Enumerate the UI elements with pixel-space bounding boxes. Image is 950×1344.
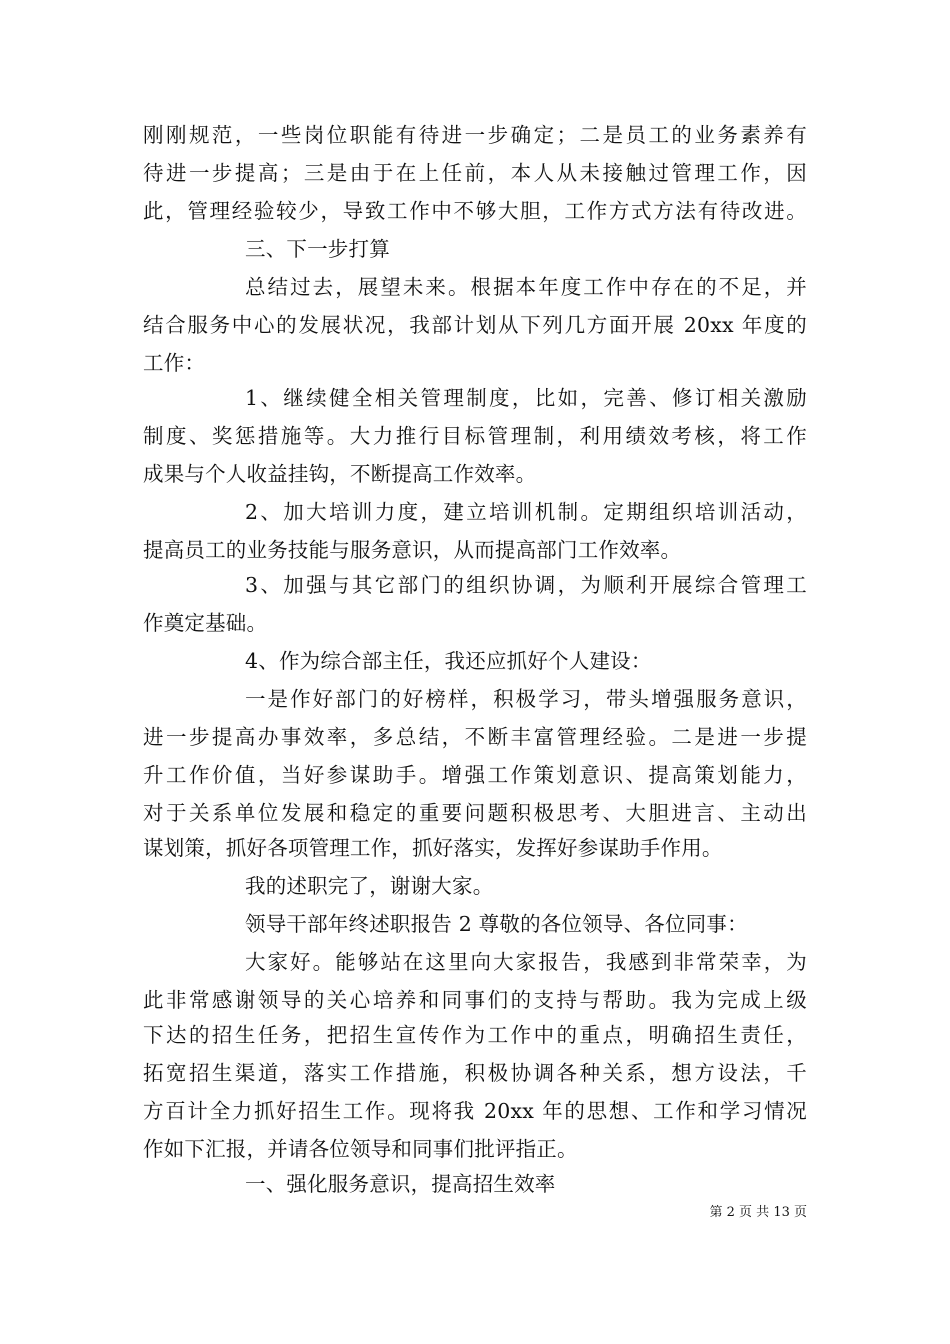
section-heading: 三、下一步打算 [245, 237, 390, 261]
body-text-line: 拓宽招生渠道，落实工作措施，积极协调各种关系，想方设法，千 [143, 1061, 807, 1085]
body-text-line: 作如下汇报，并请各位领导和同事们批评指正。 [143, 1137, 578, 1161]
body-text-line: 成果与个人收益挂钩，不断提高工作效率。 [143, 462, 537, 486]
body-text-line: 工作： [143, 351, 206, 375]
list-item-line: 3、加强与其它部门的组织协调，为顺利开展综合管理工 [245, 573, 807, 597]
body-text-line: 方百计全力抓好招生工作。现将我 20xx 年的思想、工作和学习情况 [143, 1099, 807, 1123]
body-text-line: 对于关系单位发展和稳定的重要问题积极思考、大胆进言、主动出 [143, 801, 807, 825]
body-text-line: 下达的招生任务，把招生宣传作为工作中的重点，明确招生责任， [143, 1023, 807, 1047]
list-item-line: 4、作为综合部主任，我还应抓好个人建设： [245, 649, 652, 673]
report-title-line: 领导干部年终述职报告 2 尊敬的各位领导、各位同事： [245, 912, 748, 936]
list-item-line: 2、加大培训力度，建立培训机制。定期组织培训活动， [245, 500, 807, 524]
body-text-line: 大家好。能够站在这里向大家报告，我感到非常荣幸，为 [245, 950, 807, 974]
body-text-line: 刚刚规范，一些岗位职能有待进一步确定；二是员工的业务素养有 [143, 123, 807, 147]
body-text-line: 我的述职完了，谢谢大家。 [245, 874, 494, 898]
list-item-line: 1、继续健全相关管理制度，比如，完善、修订相关激励 [245, 386, 807, 410]
page-number-footer: 第 2 页 共 13 页 [709, 1205, 807, 1220]
body-text-line: 作奠定基础。 [143, 611, 268, 635]
body-text-line: 待进一步提高；三是由于在上任前，本人从未接触过管理工作，因 [143, 161, 807, 185]
body-text-line: 结合服务中心的发展状况，我部计划从下列几方面开展 20xx 年度的 [143, 313, 807, 337]
body-text-line: 进一步提高办事效率，多总结，不断丰富管理经验。二是进一步提 [143, 725, 807, 749]
body-text-line: 总结过去，展望未来。根据本年度工作中存在的不足，并 [245, 275, 807, 299]
body-text-line: 谋划策，抓好各项管理工作，抓好落实，发挥好参谋助手作用。 [143, 836, 723, 860]
section-heading: 一、强化服务意识，提高招生效率 [245, 1172, 556, 1196]
body-text-line: 此非常感谢领导的关心培养和同事们的支持与帮助。我为完成上级 [143, 988, 807, 1012]
body-text-line: 提高员工的业务技能与服务意识，从而提高部门工作效率。 [143, 538, 682, 562]
body-text-line: 制度、奖惩措施等。大力推行目标管理制，利用绩效考核，将工作 [143, 424, 807, 448]
body-text-line: 一是作好部门的好榜样，积极学习，带头增强服务意识， [245, 687, 807, 711]
body-text-line: 升工作价值，当好参谋助手。增强工作策划意识、提高策划能力， [143, 763, 807, 787]
body-text-line: 此，管理经验较少，导致工作中不够大胆，工作方式方法有待改进。 [143, 199, 807, 223]
